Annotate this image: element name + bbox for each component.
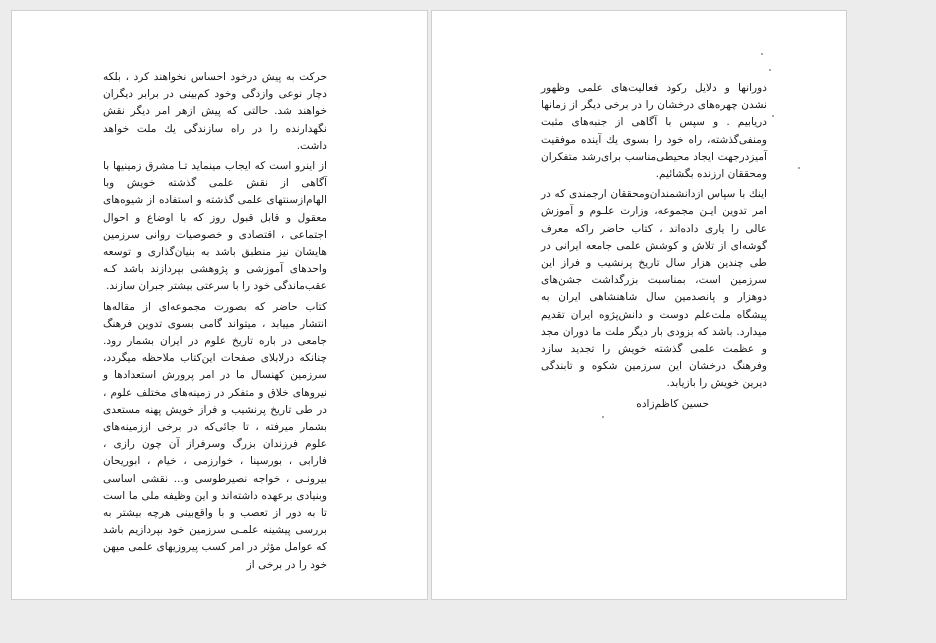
- document-page-left: [11, 10, 428, 600]
- scan-speck: [761, 53, 763, 55]
- scan-speck: [772, 115, 774, 117]
- left-page-text: [103, 69, 327, 574]
- document-page-right: [431, 10, 847, 600]
- paragraph: اینك با سپاس ازدانشمندان‌ومحققان ارجمندی که در امر تدوین ایـن مجموعه، وزارت علـوم و آموزش عالی را یاری داده‌اند ، کتاب حاضر راکه معرف گوشه‌ای از تلاش و کوشش علمی جامعه ایرانی در طی چندین هزار سال تاریخ پرنشیب و فراز این سرزمین است، بمناسبت بزرگداشت جشن‌های دوهزار و پانصدمین سال شاهنشاهی ایران به پیشگاه ملت‌علم دوست و دانش‌پژوه ایران تقدیم میدارد. باشد که بزودی بار دیگر ملت ما دوران مجد و عظمت علمی گذشته خویش را تجدید سازد وفرهنگ درخشان این سرزمین شکوه و تابندگی دیرین خویش را بازیابد.: [541, 188, 767, 390]
- scan-speck: [798, 167, 800, 169]
- paragraph: حرکت به پیش درخود احساس نخواهند کرد ، بلکه دچار نوعی وازدگی وخود کم‌بینی در برابر دیگران خواهند شد. حالتی که پیش ازهر امر دیگر نقش نگهدارنده را در راه سازندگی یك ملت خواهد داشت.: [103, 71, 327, 152]
- author-signature: حسین کاظم‌زاده: [636, 397, 709, 410]
- scan-speck: [769, 69, 771, 71]
- paragraph: دورانها و دلایل رکود فعالیت‌های علمی وظهور نشدن چهره‌های درخشان را در برخی دیگر از زمانها دریابیم . و سپس با آگاهی از جنبه‌های مثبت ومنفی‌گذشته، راه خود را بسوی یك آینده موفقیت آمیزدرجهت ایجاد محیطی‌مناسب برای‌رشد متفکران ومحققان ارزنده بگشائیم.: [541, 82, 767, 181]
- paragraph: از اینرو است که ایجاب مینماید تـا مشرق زمینیها با آگاهی از نقش علمی گذشته خویش وبا الهام‌ازسنتهای علمی گذشته و استفاده از شیوه‌های معقول و قابل قبول روز که با اوضاع و احوال اجتماعی ، اقتصادی و خصوصیات روانی سرزمین هایشان نیز منطبق باشد به بنیان‌گذاری و توسعه واحدهای آموزشی و پژوهشی بپردازند باشد کـه عقب‌ماندگی خود را با سرعتی بیشتر جبران سازند.: [103, 160, 327, 293]
- scan-speck: [602, 416, 604, 418]
- paragraph: کتاب حاضر که بصورت مجموعه‌ای از مقاله‌ها انتشار مییابد ، میتواند گامی بسوی تدوین فرهنگ جامعی در باره تاریخ علوم در ایران بشمار رود. چنانکه درلابلای صفحات این‌کتاب ملاحظه میگردد، سرزمین کهنسال ما در امر پرورش استعدادها و نیروهای خلاق و متفکر در زمینه‌های مختلف علوم ، در طی تاریخ پرنشیب و فراز خویش پهنه مستعدی بشمار میرفته ، تا جائی‌که در برخی اززمینه‌های علوم فرزندان بزرگ وسرفراز آن چون رازی ، فارابی ، بورسینا ، خوارزمی ، خیام ، ابوریحان بیرونـی ، خواجه نصیرطوسی و... نقشی اساسی وبنیادی برعهده داشته‌اند و این وظیفه ملی ما است تا به دور از تعصب و با واقع‌بینی هرچه بیشتر به بررسی پیشینه علمـی سرزمین خود بپردازیم باشد که عوامل مؤثر در امر کسب پیروزیهای علمی میهن خود را در برخی از: [103, 300, 327, 571]
- right-page-text: [541, 80, 767, 413]
